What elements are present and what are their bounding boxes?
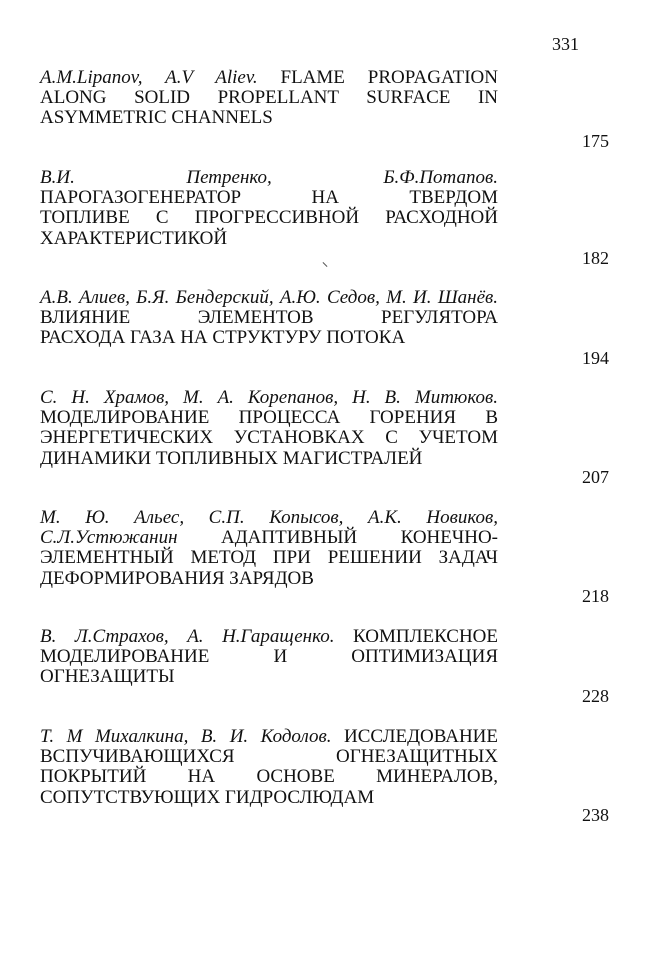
- toc-entry: [40, 168, 498, 249]
- entry-page-number: 218: [582, 586, 609, 606]
- entry-line: [40, 328, 498, 348]
- entry-authors: В. Л.Страхов, А. Н.Гаращенко.: [40, 626, 335, 647]
- entry-line: [40, 508, 498, 528]
- entry-line: [40, 428, 498, 448]
- entry-title: ИССЛЕДОВАНИЕ: [331, 726, 498, 747]
- entry-line: [40, 88, 498, 108]
- entry-authors: С. Н. Храмов, М. А. Корепанов, Н. В. Митюков.: [40, 387, 498, 408]
- entry-line: [40, 569, 498, 589]
- stray-mark: [323, 262, 328, 267]
- entry-line: [40, 308, 498, 328]
- entry-line: [40, 68, 498, 88]
- entry-title: ТОПЛИВЕ С ПРОГРЕССИВНОЙ РАСХОДНОЙ: [40, 207, 498, 229]
- entry-title: ВСПУЧИВАЮЩИХСЯ ОГНЕЗАЩИТНЫХ: [40, 746, 498, 768]
- entry-title: ПАРОГАЗОГЕНЕРАТОР НА ТВЕРДОМ: [40, 187, 498, 209]
- entry-authors: Т. М Михалкина, В. И. Кодолов.: [40, 726, 332, 747]
- entry-line: [40, 528, 498, 548]
- entry-page-number: 194: [582, 348, 609, 368]
- toc-entry: [40, 288, 498, 349]
- entry-line: [40, 108, 498, 128]
- entry-page-number: 238: [582, 805, 609, 825]
- entry-line: [40, 168, 498, 188]
- entry-authors: A.M.Lipanov, A.V Aliev.: [40, 67, 258, 88]
- page-number: 331: [552, 34, 579, 54]
- entry-line: [40, 727, 498, 747]
- entry-line: [40, 647, 498, 667]
- entry-title: ХАРАКТЕРИСТИКОЙ: [40, 227, 228, 249]
- entry-page-number: 207: [582, 467, 609, 487]
- entry-title: ASYMMETRIC CHANNELS: [40, 107, 273, 129]
- entry-title: ВЛИЯНИЕ ЭЛЕМЕНТОВ РЕГУЛЯТОРА: [40, 307, 498, 329]
- entry-line: [40, 408, 498, 428]
- entry-line: [40, 548, 498, 568]
- entry-title: ОГНЕЗАЩИТЫ: [40, 666, 175, 688]
- entry-title: АДАПТИВНЫЙ КОНЕЧНО-: [177, 527, 498, 549]
- entry-page-number: 182: [582, 248, 609, 268]
- entry-title: СОПУТСТВУЮЩИХ ГИДРОСЛЮДАМ: [40, 786, 375, 808]
- entry-title: ДЕФОРМИРОВАНИЯ ЗАРЯДОВ: [40, 567, 314, 589]
- entry-authors: А.В. Алиев, Б.Я. Бендерский, А.Ю. Седов, М. И. Шанёв.: [40, 287, 498, 308]
- entry-page-number: 175: [582, 131, 609, 151]
- entry-title: FLAME PROPAGATION: [257, 67, 498, 88]
- toc-entry: [40, 508, 498, 589]
- entry-page-number: 228: [582, 686, 609, 706]
- entry-title: ЭЛЕМЕНТНЫЙ МЕТОД ПРИ РЕШЕНИИ ЗАДАЧ: [40, 547, 498, 569]
- entry-title: КОМПЛЕКСНОЕ: [334, 626, 498, 647]
- entry-title: ДИНАМИКИ ТОПЛИВНЫХ МАГИСТРАЛЕЙ: [40, 447, 423, 469]
- toc-entry: [40, 388, 498, 469]
- entry-line: [40, 788, 498, 808]
- toc-entry: [40, 68, 498, 129]
- entry-title: ALONG SOLID PROPELLANT SURFACE IN: [40, 87, 498, 109]
- entry-line: [40, 208, 498, 228]
- entry-authors: В.И. Петренко, Б.Ф.Потапов.: [40, 167, 498, 188]
- entry-line: [40, 767, 498, 787]
- entry-title: РАСХОДА ГАЗА НА СТРУКТУРУ ПОТОКА: [40, 327, 406, 349]
- entry-line: [40, 667, 498, 687]
- toc-entry: [40, 727, 498, 808]
- entry-title: ПОКРЫТИЙ НА ОСНОВЕ МИНЕРАЛОВ,: [40, 766, 498, 788]
- entry-line: [40, 288, 498, 308]
- entry-line: [40, 388, 498, 408]
- entry-authors: М. Ю. Альес, С.П. Копысов, А.К. Новиков,: [40, 507, 498, 528]
- entry-line: [40, 627, 498, 647]
- entry-title: МОДЕЛИРОВАНИЕ ПРОЦЕССА ГОРЕНИЯ В: [40, 407, 498, 429]
- entry-title: ЭНЕРГЕТИЧЕСКИХ УСТАНОВКАХ С УЧЕТОМ: [40, 427, 498, 449]
- entry-line: [40, 188, 498, 208]
- toc-entry: [40, 627, 498, 688]
- entry-line: [40, 449, 498, 469]
- entry-line: [40, 229, 498, 249]
- entry-line: [40, 747, 498, 767]
- entry-title: МОДЕЛИРОВАНИЕ И ОПТИМИЗАЦИЯ: [40, 646, 498, 668]
- entry-authors: С.Л.Устюжанин: [40, 527, 178, 549]
